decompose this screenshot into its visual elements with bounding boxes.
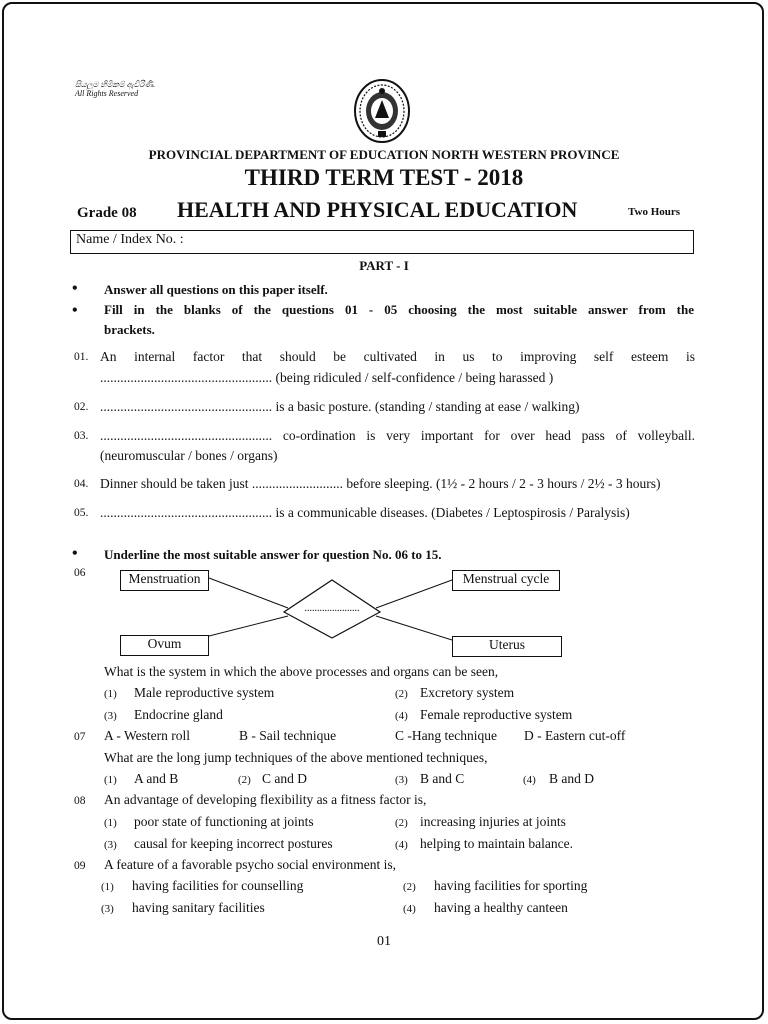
question-06-text: What is the system in which the above processes and organs can be seen, <box>104 664 499 679</box>
duration-label: Two Hours <box>628 206 681 218</box>
question-number: 01. <box>74 351 89 363</box>
question-number: 07 <box>74 731 86 743</box>
rights-sinhala: සියලුම හිමිකම් ඇවිරිණි. <box>75 80 156 89</box>
q09-option-1[interactable]: having facilities for counselling <box>132 878 304 893</box>
diagram-box-ovum: Ovum <box>120 635 209 656</box>
option-number: (3) <box>104 710 117 722</box>
department-name: PROVINCIAL DEPARTMENT OF EDUCATION NORTH WESTERN PROVINCE <box>148 147 620 162</box>
rights-english: All Rights Reserved <box>75 89 139 98</box>
question-number: 02. <box>74 401 89 413</box>
option-number: (1) <box>104 688 117 700</box>
q06-option-1[interactable]: Male reproductive system <box>134 685 275 700</box>
name-index-label: Name / Index No. : <box>76 232 184 247</box>
option-number: (1) <box>104 774 117 786</box>
q07-option-1[interactable]: A and B <box>134 771 179 786</box>
grade-label: Grade 08 <box>77 205 137 221</box>
question-03-options: (neuromuscular / bones / organs) <box>100 448 278 463</box>
q07-option-4[interactable]: B and D <box>549 771 594 786</box>
question-number: 06 <box>74 567 86 579</box>
option-number: (1) <box>104 817 117 829</box>
question-09-text: A feature of a favorable psycho social environment is, <box>104 857 397 872</box>
q07-item-c: C -Hang technique <box>395 728 497 743</box>
question-number: 03. <box>74 430 89 442</box>
option-number: (1) <box>101 881 114 893</box>
bullet-icon: • <box>72 280 78 297</box>
option-number: (3) <box>395 774 408 786</box>
exam-title: THIRD TERM TEST - 2018 <box>244 165 524 190</box>
diagram-box-uterus: Uterus <box>452 636 562 657</box>
q09-option-3[interactable]: having sanitary facilities <box>132 900 265 915</box>
q08-option-2[interactable]: increasing injuries at joints <box>420 814 566 829</box>
q07-item-b: B - Sail technique <box>239 728 337 743</box>
instruction-1: Answer all questions on this paper itself. <box>104 282 328 297</box>
question-number: 09 <box>74 860 86 872</box>
question-number: 08 <box>74 795 86 807</box>
option-number: (4) <box>523 774 536 786</box>
subject-title: HEALTH AND PHYSICAL EDUCATION <box>177 197 578 222</box>
option-number: (4) <box>395 839 408 851</box>
option-number: (2) <box>395 688 408 700</box>
question-01-text: An internal factor that should be cultivated in us to improving self esteem is <box>100 349 695 364</box>
question-number: 05. <box>74 507 89 519</box>
instruction-2: Fill in the blanks of the questions 01 - 05 choosing the most suitable answer from the <box>104 302 694 317</box>
underline-instruction: Underline the most suitable answer for question No. 06 to 15. <box>104 547 442 562</box>
option-number: (2) <box>238 774 251 786</box>
q09-option-4[interactable]: having a healthy canteen <box>434 900 568 915</box>
q06-option-4[interactable]: Female reproductive system <box>420 707 573 722</box>
q08-option-4[interactable]: helping to maintain balance. <box>420 836 573 851</box>
part-heading: PART - I <box>359 258 409 273</box>
option-number: (3) <box>104 839 117 851</box>
q06-option-3[interactable]: Endocrine gland <box>134 707 223 722</box>
question-01-options: ................................................... (being ridiculed / self-confidence / being harassed ) <box>100 370 554 385</box>
diagram-box-menstruation: Menstruation <box>120 570 209 591</box>
q08-option-3[interactable]: causal for keeping incorrect postures <box>134 836 333 851</box>
q07-item-d: D - Eastern cut-off <box>524 728 626 743</box>
option-number: (4) <box>403 903 416 915</box>
option-number: (2) <box>403 881 416 893</box>
bullet-icon: • <box>72 302 78 319</box>
q07-option-3[interactable]: B and C <box>420 771 465 786</box>
question-05-text: ................................................... is a communicable diseases. (Diabetes / Leptospirosis / Paralysis) <box>100 505 630 520</box>
question-07-text: What are the long jump techniques of the above mentioned techniques, <box>104 750 488 765</box>
option-number: (2) <box>395 817 408 829</box>
option-number: (3) <box>101 903 114 915</box>
diagram-center-blank: ...................... <box>304 603 360 614</box>
q08-option-1[interactable]: poor state of functioning at joints <box>134 814 314 829</box>
option-number: (4) <box>395 710 408 722</box>
instruction-2-cont: brackets. <box>104 322 155 337</box>
question-04-text: Dinner should be taken just ........................... before sleeping. (1½ - 2 hours / 2 - 3 hours / 2½ - 3 hours) <box>100 476 661 491</box>
q07-item-a: A - Western roll <box>104 728 191 743</box>
bullet-icon: • <box>72 545 78 562</box>
question-03-text: ................................................... co-ordination is very important for over head pass of volleyball. <box>100 428 695 443</box>
question-number: 04. <box>74 478 89 490</box>
question-08-text: An advantage of developing flexibility as a fitness factor is, <box>104 792 427 807</box>
diagram-box-menstrual-cycle: Menstrual cycle <box>452 570 560 591</box>
q09-option-2[interactable]: having facilities for sporting <box>434 878 588 893</box>
q06-option-2[interactable]: Excretory system <box>420 685 515 700</box>
page-number: 01 <box>377 934 391 949</box>
q07-option-2[interactable]: C and D <box>262 771 307 786</box>
question-02-text: ................................................... is a basic posture. (standing / standing at ease / walking) <box>100 399 580 414</box>
